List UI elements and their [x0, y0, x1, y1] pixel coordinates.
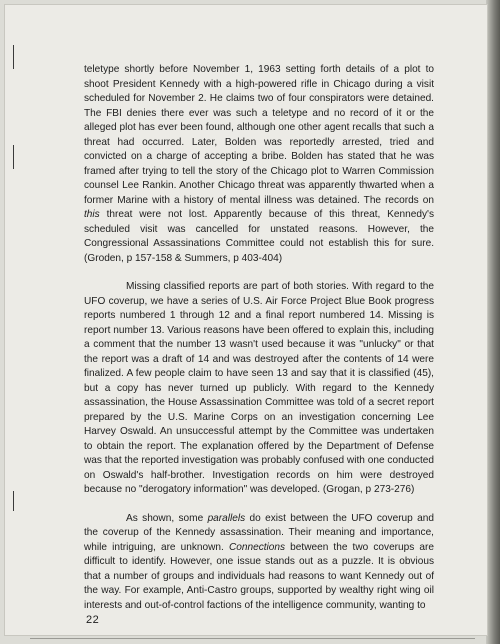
- body-text-column: [84, 63, 434, 627]
- paragraph: [84, 512, 434, 614]
- italic-text-run: this: [84, 209, 100, 220]
- bottom-edge-line: [30, 638, 475, 639]
- text-run: threat were not lost. Apparently because of this threat, Kennedy's scheduled visit was cancelled for unstated reasons. However, the Congressional Assassinations Committee could not establish this for sure. (Groden, p 157-158 & Summers, p 403-404): [84, 209, 434, 264]
- margin-mark: [13, 45, 14, 69]
- margin-mark: [13, 145, 14, 169]
- italic-text-run: Connections: [228, 541, 286, 553]
- text-run: Missing classified reports are part of both stories. With regard to the UFO coverup, we have a series of U.S. Air Force Project Blue Book progress reports numbered 1 through 12 and a final report numbered 14. Missing is report number 13. Various reasons have been offered to explain this, including a comment that the number 13 wasn't used because it was "unlucky" or that the report was a draft of 14 and was destroyed after the contents of 14 were finalized. A few people claim to have seen 13 and say that it is classified (45), but a copy has never turned up publicly. With regard to the Kennedy assassination, the House Assassination Committee was told of a secret report prepared by the U.S. Marine Corps on an investigation concerning Lee Harvey Oswald. An unsuccessful attempt by the Committee was undertaken to obtain the report. The explanation offered by the Department of Defense was that the reported investigation was probably confused with one conducted on Oswald's half-brother. Investigation records on him were destroyed because no "derogatory information" was developed. (Grogan, p 273-276): [84, 281, 434, 495]
- italic-text-run: parallels: [207, 512, 246, 524]
- text-run: do exist between the UFO coverup and the coverup of the Kennedy assassination. Their meaning and importance, while intriguing, are unknown.: [84, 512, 434, 553]
- text-run: between the two coverups are difficult to identify. However, one issue stands out as a puzzle. It is obvious that a number of groups and individuals had reasons to want Kennedy out of the way. For example, Anti-Castro groups, supported by wealthy right wing oil interests and out-of-control factions of the intelligence community, wanting to: [84, 541, 434, 611]
- margin-mark: [13, 491, 14, 511]
- scan-edge-shadow: [486, 0, 500, 644]
- paragraph: [84, 63, 434, 266]
- page-number: 22: [86, 614, 100, 626]
- paragraph: [84, 280, 434, 498]
- text-run: teletype shortly before November 1, 1963 setting forth details of a plot to shoot President Kennedy with a high-powered rifle in Chicago during a visit scheduled for November 2. He claims two of four conspirators were detained. The FBI denies there ever was such a teletype and no record of it or the alleged plot has ever been found, although one other agent recalls that such a threat had occurred. Later, Bolden was reportedly arrested, tried and convicted on a charge of accepting a bribe. Bolden has stated that he was framed after trying to tell the story of the Chicago plot to Warren Commission counsel Lee Rankin. Another Chicago threat was apparently thwarted when a former Marine with a history of mental illness was detained. The records on: [84, 64, 434, 206]
- text-run: As shown, some: [126, 512, 208, 524]
